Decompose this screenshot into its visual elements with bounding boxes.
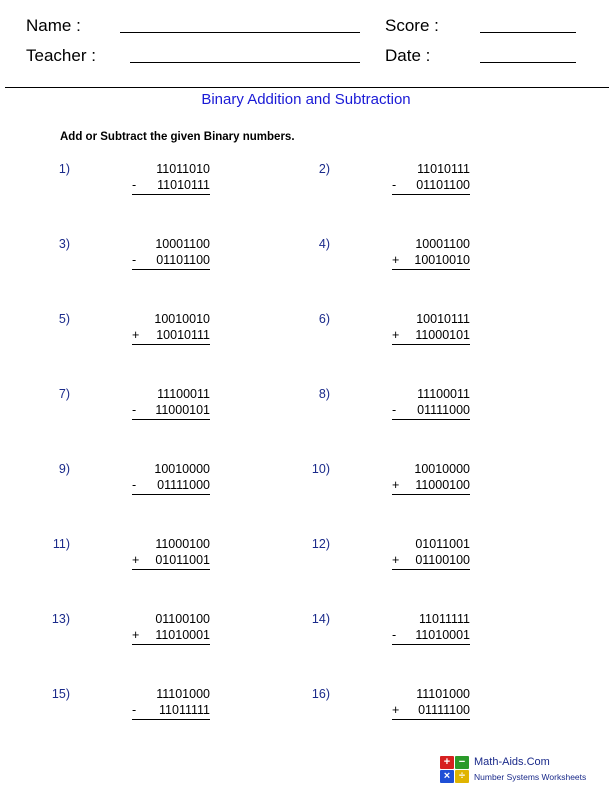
bottom-operand: 11010001 xyxy=(415,628,470,642)
problem-number: 8) xyxy=(318,387,330,401)
math-aids-logo-icon xyxy=(440,756,470,784)
problem-number: 9) xyxy=(58,462,70,476)
bottom-row xyxy=(370,253,470,267)
operator: - xyxy=(132,253,137,267)
bottom-row xyxy=(370,403,470,417)
bottom-operand: 11011111 xyxy=(159,703,210,717)
answer-line[interactable] xyxy=(392,419,470,420)
operator: - xyxy=(392,403,397,417)
bottom-row xyxy=(370,628,470,642)
operator: - xyxy=(132,703,137,717)
top-operand: 11010111 xyxy=(417,162,470,176)
top-operand: 10010000 xyxy=(414,462,470,476)
bottom-row xyxy=(110,478,210,492)
answer-line[interactable] xyxy=(392,569,470,570)
problem xyxy=(290,312,470,352)
problem-number: 10) xyxy=(311,462,330,476)
branding xyxy=(440,754,610,788)
answer-line[interactable] xyxy=(392,269,470,270)
name-label: Name : xyxy=(26,16,81,35)
answer-line[interactable] xyxy=(132,644,210,645)
bottom-operand: 11010111 xyxy=(157,178,210,192)
problem xyxy=(290,612,470,652)
problem xyxy=(30,162,210,202)
problem xyxy=(30,537,210,577)
bottom-row xyxy=(370,328,470,342)
bottom-row xyxy=(110,628,210,642)
times-icon: × xyxy=(440,770,454,783)
brand-name: Math-Aids.Com xyxy=(474,756,550,768)
operator: + xyxy=(132,553,140,567)
bottom-operand: 11000101 xyxy=(155,403,210,417)
answer-line[interactable] xyxy=(132,419,210,420)
answer-line[interactable] xyxy=(132,494,210,495)
score-line[interactable] xyxy=(480,32,576,33)
answer-line[interactable] xyxy=(132,569,210,570)
top-operand: 10010010 xyxy=(154,312,210,326)
problem-number: 5) xyxy=(58,312,70,326)
worksheet-title: Binary Addition and Subtraction xyxy=(201,91,411,108)
top-operand: 01011001 xyxy=(415,537,470,551)
bottom-operand: 01011001 xyxy=(155,553,210,567)
answer-line[interactable] xyxy=(392,494,470,495)
problem xyxy=(290,687,470,727)
answer-line[interactable] xyxy=(132,269,210,270)
problem xyxy=(30,312,210,352)
problem-number: 7) xyxy=(58,387,70,401)
bottom-row xyxy=(370,553,470,567)
problem xyxy=(30,687,210,727)
problem xyxy=(30,237,210,277)
divide-icon: ÷ xyxy=(455,770,469,783)
answer-line[interactable] xyxy=(392,719,470,720)
bottom-operand: 01100100 xyxy=(415,553,470,567)
problem-number: 2) xyxy=(318,162,330,176)
top-operand: 10001100 xyxy=(155,237,210,251)
operator: + xyxy=(392,328,400,342)
problem xyxy=(290,237,470,277)
problem-number: 3) xyxy=(58,237,70,251)
instructions: Add or Subtract the given Binary numbers. xyxy=(60,131,295,143)
operator: + xyxy=(392,553,400,567)
operator: + xyxy=(132,628,140,642)
brand-subtitle: Number Systems Worksheets xyxy=(474,772,587,782)
minus-icon: − xyxy=(455,756,469,769)
problem-number: 15) xyxy=(51,687,70,701)
answer-line[interactable] xyxy=(392,344,470,345)
header-divider xyxy=(5,87,609,88)
date-label: Date : xyxy=(385,46,431,65)
bottom-operand: 10010010 xyxy=(414,253,470,267)
operator: + xyxy=(392,478,400,492)
problem-number: 6) xyxy=(318,312,330,326)
bottom-operand: 01101100 xyxy=(416,178,470,192)
bottom-row xyxy=(370,478,470,492)
bottom-row xyxy=(110,178,210,192)
top-operand: 10010000 xyxy=(154,462,210,476)
bottom-operand: 01111000 xyxy=(157,478,210,492)
answer-line[interactable] xyxy=(132,719,210,720)
bottom-operand: 10010111 xyxy=(156,328,210,342)
operator: - xyxy=(392,628,397,642)
top-operand: 01100100 xyxy=(155,612,210,626)
bottom-operand: 11000101 xyxy=(415,328,470,342)
bottom-row xyxy=(110,403,210,417)
answer-line[interactable] xyxy=(132,194,210,195)
operator: - xyxy=(392,178,397,192)
bottom-row xyxy=(110,703,210,717)
operator: + xyxy=(392,703,400,717)
score-label: Score : xyxy=(385,16,439,35)
bottom-operand: 01101100 xyxy=(156,253,210,267)
operator: - xyxy=(132,478,137,492)
problem xyxy=(290,387,470,427)
problem-number: 1) xyxy=(58,162,70,176)
top-operand: 10010111 xyxy=(416,312,470,326)
operator: - xyxy=(132,178,137,192)
problem xyxy=(30,612,210,652)
bottom-row xyxy=(110,253,210,267)
problem-number: 13) xyxy=(51,612,70,626)
answer-line[interactable] xyxy=(392,194,470,195)
teacher-line[interactable] xyxy=(130,62,360,63)
problem xyxy=(30,387,210,427)
problem-number: 4) xyxy=(318,237,330,251)
bottom-operand: 11000100 xyxy=(415,478,470,492)
problem-number: 14) xyxy=(311,612,330,626)
teacher-label: Teacher : xyxy=(26,46,96,65)
bottom-row xyxy=(110,328,210,342)
top-operand: 11000100 xyxy=(155,537,210,551)
top-operand: 11100011 xyxy=(157,387,210,401)
bottom-row xyxy=(370,178,470,192)
problem xyxy=(290,537,470,577)
bottom-operand: 01111000 xyxy=(417,403,470,417)
top-operand: 11101000 xyxy=(156,687,210,701)
answer-line[interactable] xyxy=(132,344,210,345)
bottom-row xyxy=(370,703,470,717)
bottom-operand: 01111100 xyxy=(418,703,470,717)
problem-number: 16) xyxy=(311,687,330,701)
name-line[interactable] xyxy=(120,32,360,33)
top-operand: 11011111 xyxy=(419,612,470,626)
bottom-operand: 11010001 xyxy=(155,628,210,642)
operator: + xyxy=(392,253,400,267)
problem xyxy=(290,162,470,202)
answer-line[interactable] xyxy=(392,644,470,645)
problem xyxy=(30,462,210,502)
operator: + xyxy=(132,328,140,342)
date-line[interactable] xyxy=(480,62,576,63)
top-operand: 11100011 xyxy=(417,387,470,401)
top-operand: 10001100 xyxy=(415,237,470,251)
top-operand: 11011010 xyxy=(156,162,210,176)
problem xyxy=(290,462,470,502)
problem-number: 11) xyxy=(52,537,70,551)
bottom-row xyxy=(110,553,210,567)
operator: - xyxy=(132,403,137,417)
top-operand: 11101000 xyxy=(416,687,470,701)
plus-icon: + xyxy=(440,756,454,769)
problem-number: 12) xyxy=(311,537,330,551)
